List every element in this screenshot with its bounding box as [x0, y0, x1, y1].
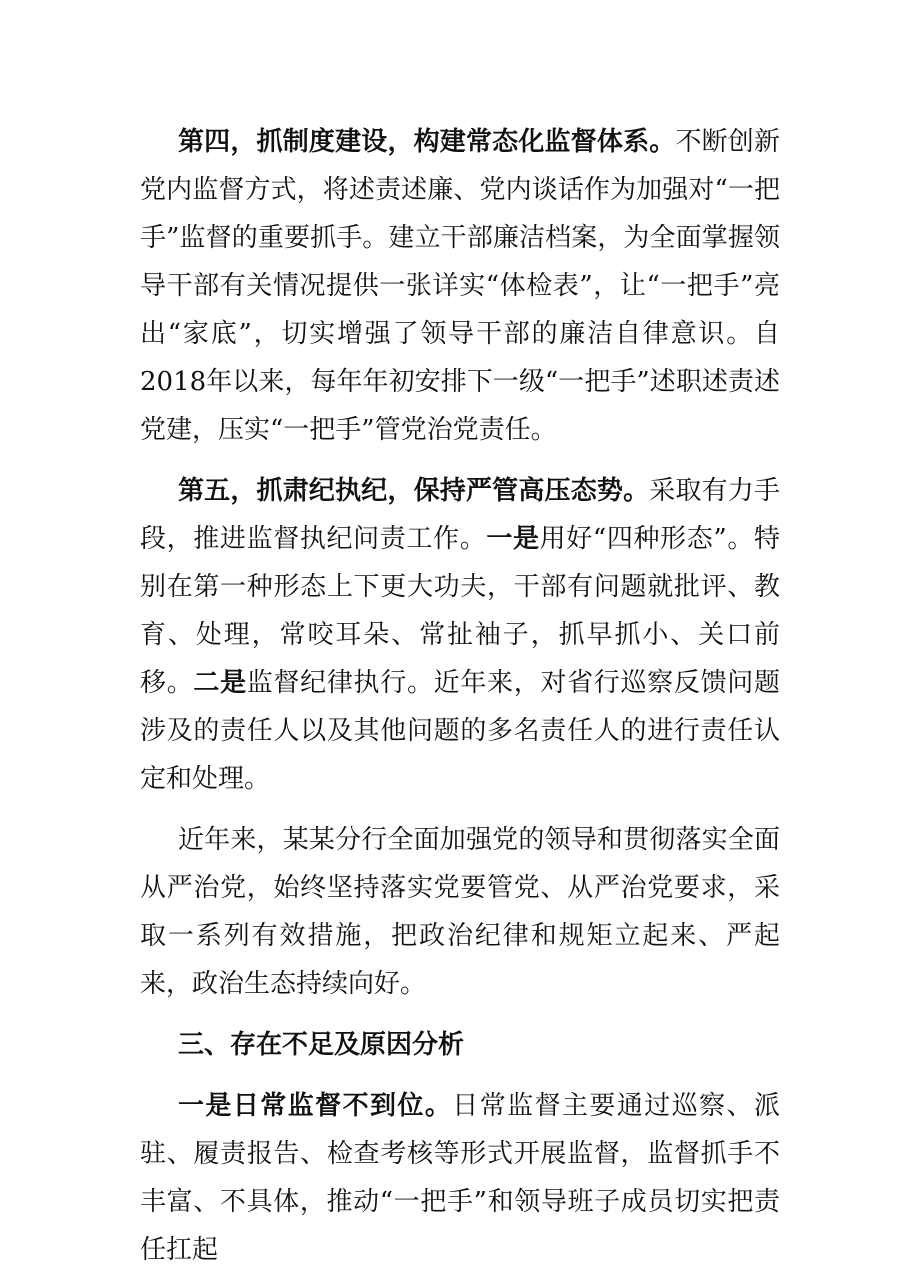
paragraph-text: 用好“四种形态”。特别在第一种形态上下更大功夫，干部有问题就批评、教育、处理，常咬耳朵、常扯袖子，抓早抓小、关口前移。 — [140, 524, 780, 698]
paragraph-lead: 一是日常监督不到位。 — [178, 1091, 453, 1121]
paragraph-system-building — [140, 118, 780, 454]
paragraph-discipline-enforcement — [140, 467, 780, 803]
section-heading: 三、存在不足及原因分析 — [178, 1030, 465, 1060]
paragraph-summary — [140, 816, 780, 1008]
paragraph-text: 监督纪律执行。近年来，对省行巡察反馈问题涉及的责任人以及其他问题的多名责任人的进行责任认定和处理。 — [140, 668, 780, 794]
enumeration-marker: 二是 — [193, 668, 247, 698]
paragraph-text: 日常监督主要通过巡察、派驻、履责报告、检查考核等形式开展监督，监督抓手不丰富、不具体，推动“一把手”和领导班子成员切实把责任扛起 — [140, 1091, 780, 1265]
paragraph-daily-supervision — [140, 1082, 780, 1274]
paragraph-lead: 第四，抓制度建设，构建常态化监督体系。 — [178, 127, 676, 157]
paragraph-text: 采取有力手段，推进监督执纪问责工作。 — [140, 476, 780, 554]
paragraph-text: 不断创新党内监督方式，将述责述廉、党内谈话作为加强对“一把手”监督的重要抓手。建立干部廉洁档案，为全面掌握领导干部有关情况提供一张详实“体检表”，让“一把手”亮出“家底”，切实增强了领导干部的廉洁自律意识。自2018年以来，每年年初安排下一级“一把手”述职述责述党建，压实“一把手”管党治党责任。 — [140, 127, 780, 445]
enumeration-marker: 一是 — [486, 524, 540, 554]
paragraph-text: 近年来，某某分行全面加强党的领导和贯彻落实全面从严治党，始终坚持落实党要管党、从严治党要求，采取一系列有效措施，把政治纪律和规矩立起来、严起来，政治生态持续向好。 — [140, 825, 780, 999]
document-body — [140, 118, 780, 1287]
paragraph-lead: 第五，抓肃纪执纪，保持严管高压态势。 — [178, 476, 650, 506]
